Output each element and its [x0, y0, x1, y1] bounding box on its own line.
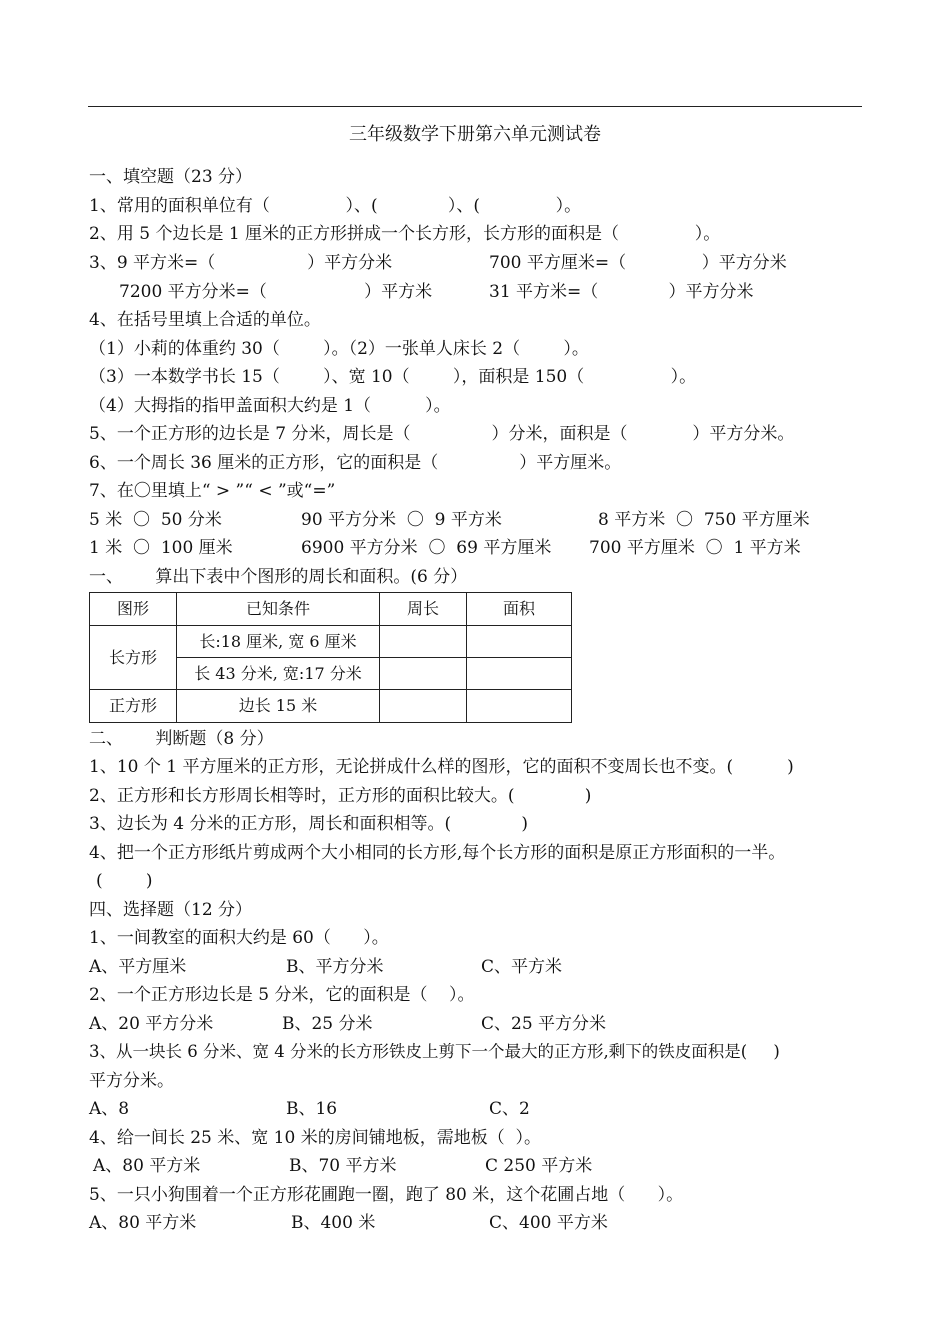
- square-label-cell: 正方形: [90, 690, 177, 723]
- table-header: 图形: [90, 593, 177, 626]
- option: C、2: [489, 1099, 530, 1119]
- s1-question-7: 7、在〇里填上“ > ”“ < ”或“=”: [89, 481, 336, 501]
- answer-cell[interactable]: [380, 626, 467, 658]
- s4-question-5: 5、一只小狗围着一个正方形花圃跑一圈，跑了 80 米，这个花圃占地（ ）。: [89, 1185, 684, 1205]
- s4-question-2: 2、一个正方形边长是 5 分米，它的面积是（ ）。: [89, 985, 475, 1005]
- option: A、8: [89, 1099, 130, 1119]
- s1-question-3b: 700 平方厘米=（ ）平方分米: [489, 253, 787, 273]
- option: C、400 平方米: [489, 1213, 608, 1233]
- section-4-heading: 四、选择题（12 分）: [89, 900, 253, 920]
- s4-question-3-cont: 平方分米。: [89, 1071, 174, 1091]
- compare-item: 700 平方厘米 〇 1 平方米: [589, 538, 801, 558]
- s1-question-3c: 7200 平方分米=（ ）平方米: [119, 282, 433, 302]
- compare-item: 5 米 〇 50 分米: [89, 510, 222, 530]
- s1-question-5: 5、一个正方形的边长是 7 分米，周长是（ ）分米，面积是（ ）平方分米。: [89, 424, 795, 444]
- s1-question-4-3: （3）一本数学书长 15（ ）、宽 10（ ），面积是 150（ ）。: [89, 367, 697, 387]
- option: A、80 平方米: [93, 1156, 201, 1176]
- s3-question-4: 4、把一个正方形纸片剪成两个大小相同的长方形,每个长方形的面积是原正方形面积的一半。: [89, 843, 786, 863]
- table-header: 面积: [467, 593, 572, 626]
- s1-question-4: 4、在括号里填上合适的单位。: [89, 310, 321, 330]
- table-header: 已知条件: [177, 593, 380, 626]
- option: B、16: [286, 1099, 338, 1119]
- answer-cell[interactable]: [467, 658, 572, 690]
- option: B、70 平方米: [289, 1156, 397, 1176]
- page-title: 三年级数学下册第六单元测试卷: [349, 124, 601, 145]
- s3-question-3: 3、边长为 4 分米的正方形，周长和面积相等。( ): [89, 814, 528, 834]
- option: B、400 米: [291, 1213, 376, 1233]
- answer-cell[interactable]: [380, 690, 467, 723]
- option: A、20 平方分米: [89, 1014, 214, 1034]
- rect-condition-1: 长:18 厘米, 宽 6 厘米: [177, 626, 380, 658]
- option: B、平方分米: [286, 957, 384, 977]
- s3-question-1: 1、10 个 1 平方厘米的正方形，无论拼成什么样的图形，它的面积不变周长也不变。( ): [89, 757, 794, 777]
- answer-cell[interactable]: [380, 658, 467, 690]
- section-3-heading: 二、 判断题（8 分）: [89, 729, 274, 749]
- option: C 250 平方米: [485, 1156, 593, 1176]
- compare-item: 6900 平方分米 〇 69 平方厘米: [301, 538, 552, 558]
- s4-question-4: 4、给一间长 25 米、宽 10 米的房间铺地板，需地板（ ）。: [89, 1128, 542, 1148]
- option: A、平方厘米: [89, 957, 187, 977]
- square-condition: 边长 15 米: [177, 690, 380, 723]
- rect-condition-2: 长 43 分米, 宽:17 分米: [177, 658, 380, 690]
- s1-question-4-1: （1）小莉的体重约 30（ ）。（2）一张单人床长 2（ ）。: [89, 339, 589, 359]
- option: A、80 平方米: [89, 1213, 197, 1233]
- section-1-heading: 一、填空题（23 分）: [89, 167, 253, 187]
- s1-question-2: 2、用 5 个边长是 1 厘米的正方形拼成一个长方形，长方形的面积是（ ）。: [89, 224, 721, 244]
- option: B、25 分米: [282, 1014, 373, 1034]
- s4-question-1: 1、一间教室的面积大约是 60（ ）。: [89, 928, 389, 948]
- s1-question-3a: 3、9 平方米=（ ）平方分米: [89, 253, 393, 273]
- option: C、25 平方分米: [481, 1014, 607, 1034]
- s3-question-4-bracket: ( ): [96, 871, 153, 891]
- shape-table: [89, 592, 572, 723]
- answer-cell[interactable]: [467, 626, 572, 658]
- option: C、平方米: [481, 957, 563, 977]
- s1-question-4-4: （4）大拇指的指甲盖面积大约是 1（ ）。: [89, 396, 451, 416]
- s1-question-6: 6、一个周长 36 厘米的正方形，它的面积是（ ）平方厘米。: [89, 453, 622, 473]
- s4-question-3: 3、从一块长 6 分米、宽 4 分米的长方形铁皮上剪下一个最大的正方形,剩下的铁皮面积是( ): [89, 1042, 780, 1061]
- s1-question-3d: 31 平方米=（ ）平方分米: [489, 282, 754, 302]
- compare-item: 90 平方分米 〇 9 平方米: [301, 510, 502, 530]
- top-rule: [88, 106, 862, 107]
- s1-question-1: 1、常用的面积单位有（ ）、( ）、( ）。: [89, 196, 582, 216]
- compare-item: 1 米 〇 100 厘米: [89, 538, 233, 558]
- compare-item: 8 平方米 〇 750 平方厘米: [598, 510, 810, 530]
- section-2-heading: 一、 算出下表中个图形的周长和面积。(6 分）: [89, 567, 468, 587]
- table-header: 周长: [380, 593, 467, 626]
- s3-question-2: 2、正方形和长方形周长相等时，正方形的面积比较大。( ): [89, 786, 592, 806]
- rect-label-cell: 长方形: [90, 626, 177, 690]
- answer-cell[interactable]: [467, 690, 572, 723]
